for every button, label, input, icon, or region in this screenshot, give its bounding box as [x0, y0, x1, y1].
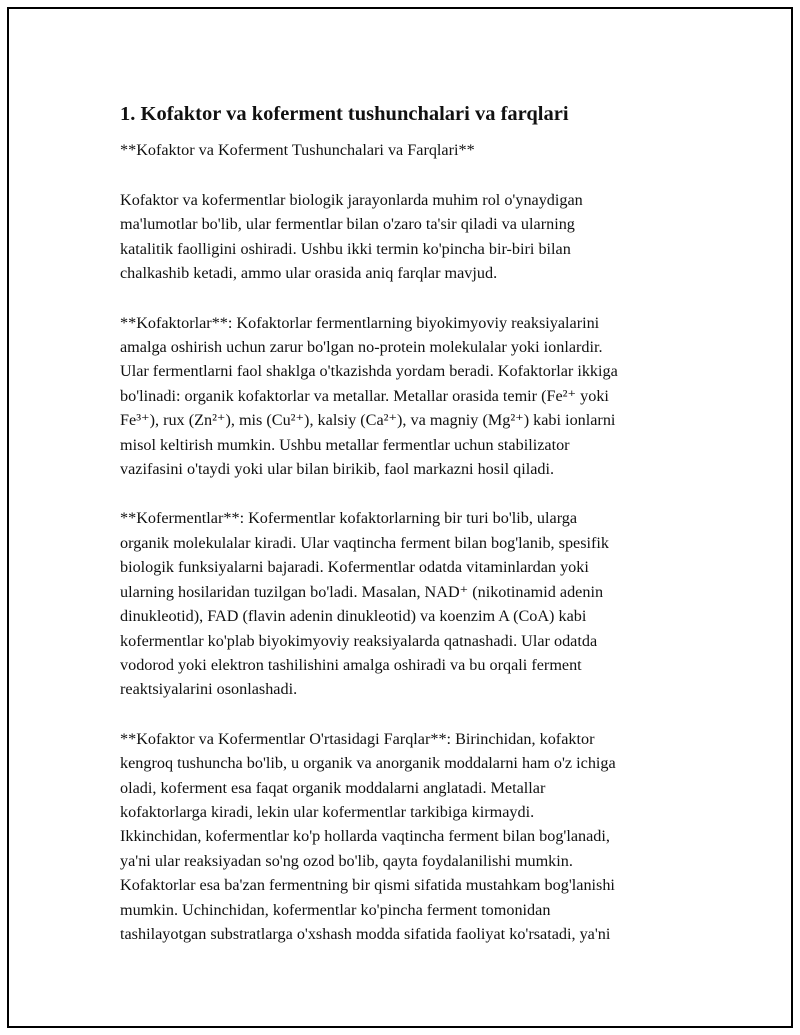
paragraph-line: biologik funksiyalarni bajaradi. Kofermentlar odatda vitaminlardan yoki	[120, 558, 589, 577]
paragraph-line: ma'lumotlar bo'lib, ular fermentlar bilan o'zaro ta'sir qiladi va ularning	[120, 215, 575, 234]
paragraph-line: oladi, koferment esa faqat organik moddalarni anglatadi. Metallar	[120, 778, 546, 797]
paragraph-line: dinukleotid), FAD (flavin adenin dinukleotid) va koenzim A (CoA) kabi	[120, 607, 587, 626]
document-content	[120, 97, 700, 946]
paragraph-line: bo'linadi: organik kofaktorlar va metallar. Metallar orasida temir (Fe²⁺ yoki	[120, 386, 609, 405]
paragraph-line: **Kofermentlar**: Kofermentlar kofaktorlarning bir turi bo'lib, ularga	[120, 509, 578, 528]
paragraph-line: katalitik faolligini oshiradi. Ushbu ikki termin ko'pincha bir-biri bilan	[120, 239, 571, 258]
paragraph-line: kengroq tushuncha bo'lib, u organik va anorganik moddalarni ham o'z ichiga	[120, 754, 616, 773]
paragraph-kofermentlar	[120, 506, 700, 701]
paragraph-line: Fe³⁺), rux (Zn²⁺), mis (Cu²⁺), kalsiy (Ca²⁺), va magniy (Mg²⁺) kabi ionlarni	[120, 411, 616, 430]
paragraph-line: **Kofaktorlar**: Kofaktorlar fermentlarning biyokimyoviy reaksiyalarini	[120, 313, 600, 332]
paragraph-line: chalkashib ketadi, ammo ular orasida aniq farqlar mavjud.	[120, 264, 498, 283]
paragraph-line: tashilayotgan substratlarga o'xshash modda sifatida faoliyat ko'rsatadi, ya'ni	[120, 924, 611, 943]
paragraph-line: Kofaktorlar esa ba'zan fermentning bir qismi sifatida mustahkam bog'lanishi	[120, 876, 615, 895]
paragraph-line: Ikkinchidan, kofermentlar ko'p hollarda vaqtincha ferment bilan bog'lanadi,	[120, 827, 610, 846]
paragraph-line: misol keltirish mumkin. Ushbu metallar fermentlar uchun stabilizator	[120, 435, 570, 454]
paragraph-line: vodorod yoki elektron tashilishini amalga oshiradi va bu orqali ferment	[120, 655, 582, 674]
paragraph-line: Ular fermentlarni faol shaklga o'tkazishda yordam beradi. Kofaktorlar ikkiga	[120, 362, 618, 381]
paragraph-line: kofermentlar ko'plab biyokimyoviy reaksiyalarda qatnashadi. Ular odatda	[120, 631, 598, 650]
paragraph-line: amalga oshirish uchun zarur bo'lgan no-protein molekulalar yoki ionlardir.	[120, 338, 603, 357]
paragraph-line: mumkin. Uchinchidan, kofermentlar ko'pincha ferment tomonidan	[120, 900, 551, 919]
paragraph-line: **Kofaktor va Kofermentlar O'rtasidagi Farqlar**: Birinchidan, kofaktor	[120, 729, 595, 748]
paragraph-line: reaktsiyalarini osonlashadi.	[120, 680, 298, 699]
section-subtitle: **Kofaktor va Koferment Tushunchalari va Farqlari**	[120, 141, 475, 159]
paragraph-line: ya'ni ular reaksiyadan so'ng ozod bo'lib, qayta foydalanilishi mumkin.	[120, 851, 573, 870]
paragraph-line: vazifasini o'taydi yoki ular bilan birikib, faol markazni hosil qiladi.	[120, 460, 555, 479]
paragraph-line: ularning hosilaridan tuzilgan bo'ladi. Masalan, NAD⁺ (nikotinamid adenin	[120, 582, 604, 601]
paragraph-line: Kofaktor va kofermentlar biologik jarayonlarda muhim rol o'ynaydigan	[120, 191, 583, 209]
paragraph-intro	[120, 188, 700, 286]
paragraph-line: organik molekulalar kiradi. Ular vaqtincha ferment bilan bog'lanib, spesifik	[120, 533, 609, 552]
document-page	[7, 7, 793, 1028]
section-heading: 1. Kofaktor va koferment tushunchalari va farqlari	[120, 103, 569, 125]
paragraph-kofaktorlar	[120, 311, 700, 482]
paragraph-line: kofaktorlarga kiradi, lekin ular kofermentlar tarkibiga kirmaydi.	[120, 802, 535, 821]
paragraph-farqlar	[120, 727, 700, 947]
